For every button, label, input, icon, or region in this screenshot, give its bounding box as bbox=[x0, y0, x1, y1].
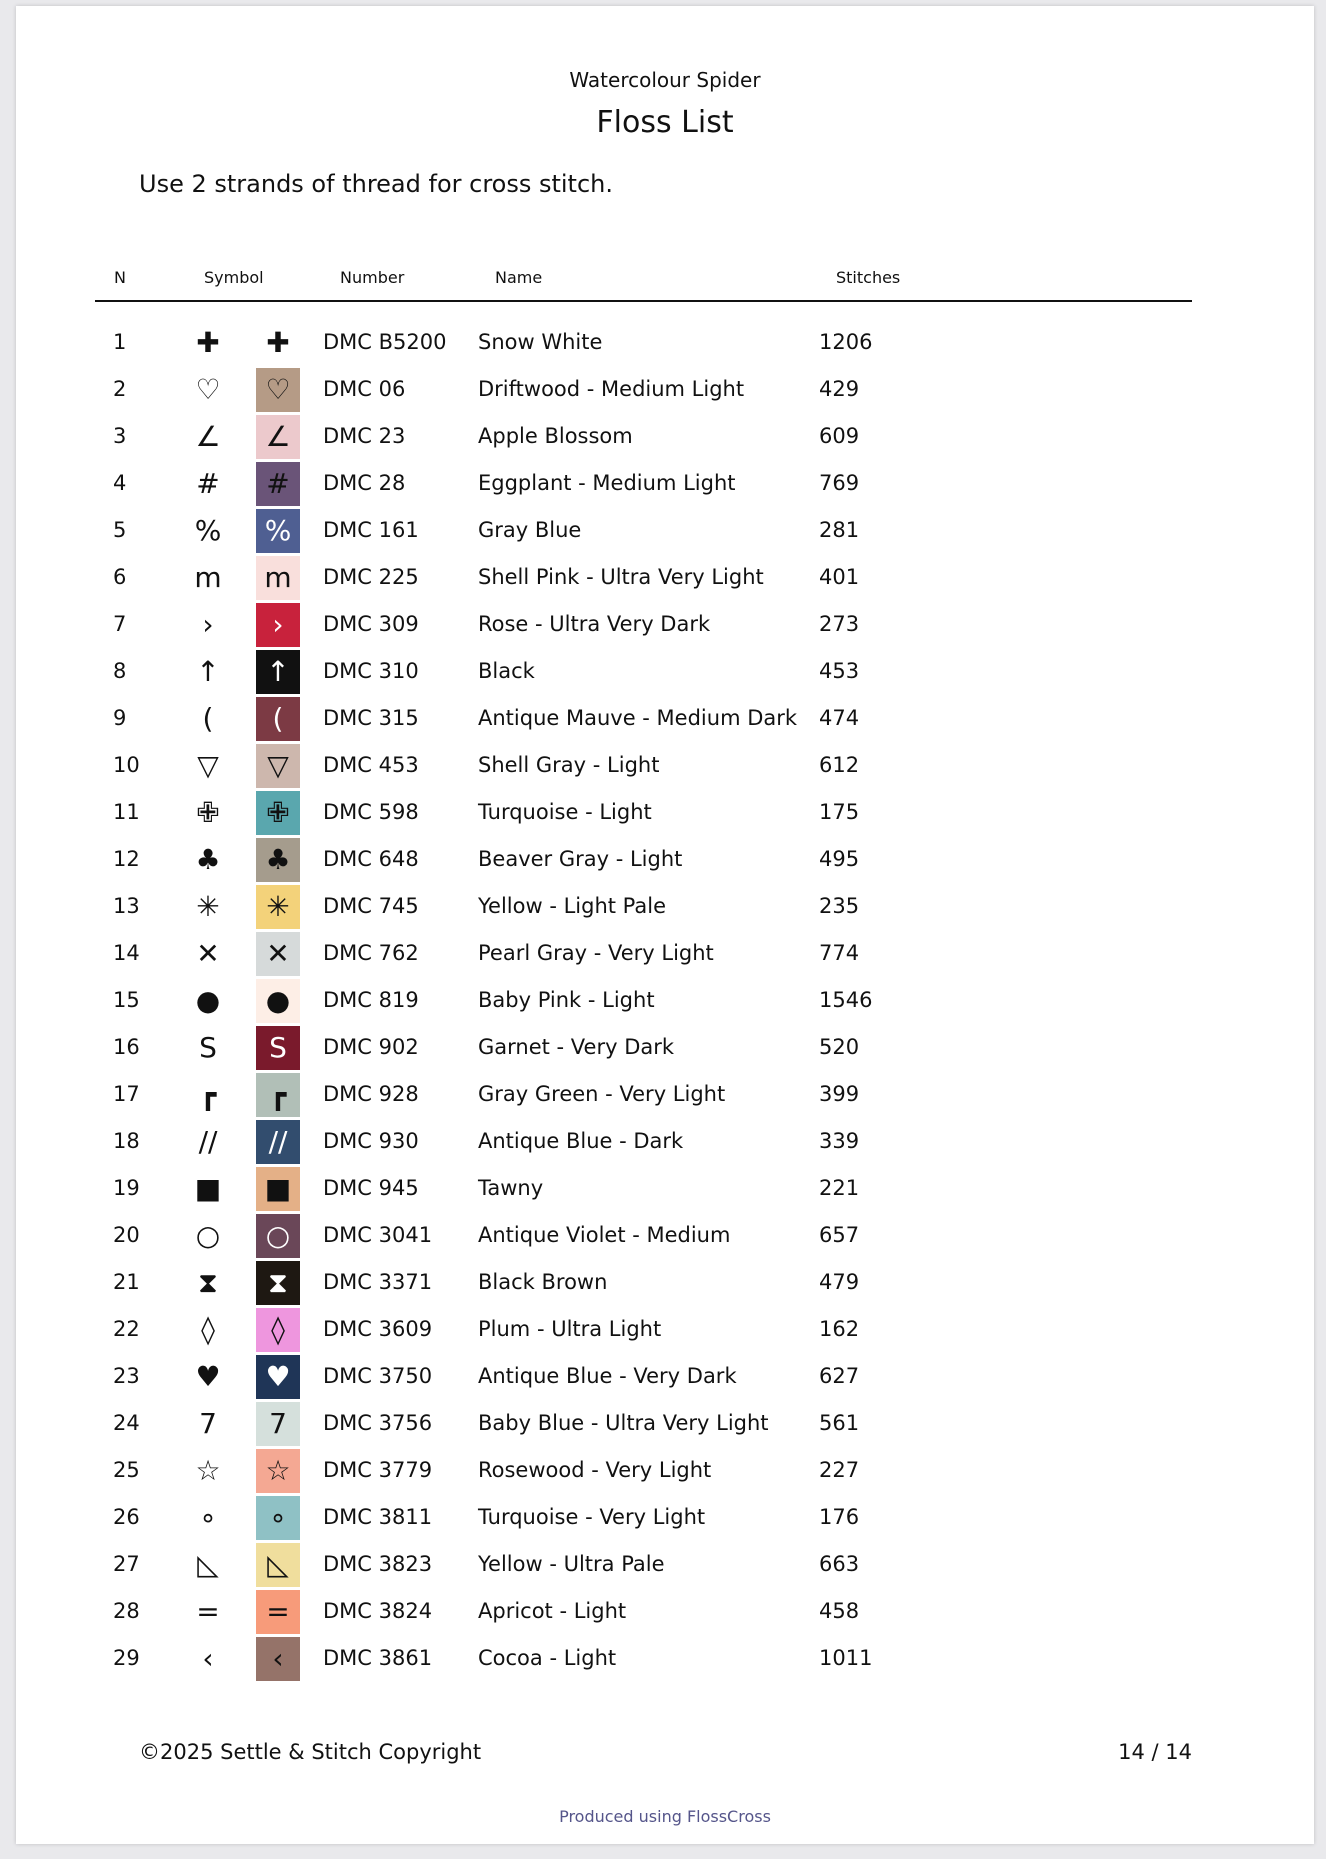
hash-icon: # bbox=[266, 467, 290, 500]
row-number: 17 bbox=[113, 1082, 140, 1106]
color-swatch bbox=[256, 603, 300, 647]
hourglass-icon: ⧗ bbox=[268, 1266, 288, 1299]
stitch-count: 479 bbox=[819, 1270, 860, 1294]
floss-name: Baby Blue - Ultra Very Light bbox=[478, 1411, 769, 1435]
instructions-text: Use 2 strands of thread for cross stitch. bbox=[139, 170, 613, 198]
table-row bbox=[16, 930, 1314, 977]
angle-icon: ∠ bbox=[265, 420, 291, 453]
row-number: 6 bbox=[113, 565, 127, 589]
row-number: 26 bbox=[113, 1505, 140, 1529]
stitch-count: 1011 bbox=[819, 1646, 873, 1670]
row-number: 4 bbox=[113, 471, 127, 495]
floss-name: Yellow - Ultra Pale bbox=[478, 1552, 665, 1576]
floss-name: Eggplant - Medium Light bbox=[478, 471, 736, 495]
stitch-count: 235 bbox=[819, 894, 860, 918]
row-number: 11 bbox=[113, 800, 140, 824]
row-number: 3 bbox=[113, 424, 127, 448]
dot-filled-icon: ● bbox=[195, 984, 221, 1017]
floss-name: Rosewood - Very Light bbox=[478, 1458, 712, 1482]
heart-filled-icon: ♥ bbox=[265, 1360, 291, 1393]
floss-name: Antique Blue - Dark bbox=[478, 1129, 684, 1153]
color-swatch bbox=[256, 415, 300, 459]
stitch-count: 657 bbox=[819, 1223, 860, 1247]
heart-filled-icon: ♥ bbox=[195, 1360, 221, 1393]
cross-bold-icon: ✚ bbox=[266, 326, 290, 359]
floss-number: DMC 3811 bbox=[323, 1505, 433, 1529]
column-header-number: Number bbox=[340, 268, 405, 287]
stitch-count: 339 bbox=[819, 1129, 860, 1153]
floss-number: DMC 902 bbox=[323, 1035, 419, 1059]
x-icon: ✕ bbox=[196, 937, 220, 970]
floss-number: DMC 3756 bbox=[323, 1411, 433, 1435]
floss-name: Apple Blossom bbox=[478, 424, 633, 448]
color-swatch bbox=[256, 791, 300, 835]
table-row bbox=[16, 507, 1314, 554]
floss-name: Plum - Ultra Light bbox=[478, 1317, 662, 1341]
floss-name: Baby Pink - Light bbox=[478, 988, 655, 1012]
table-row bbox=[16, 1118, 1314, 1165]
stitch-count: 221 bbox=[819, 1176, 860, 1200]
color-swatch bbox=[256, 697, 300, 741]
table-row bbox=[16, 1541, 1314, 1588]
table-row bbox=[16, 554, 1314, 601]
floss-number: DMC 161 bbox=[323, 518, 419, 542]
stitch-count: 399 bbox=[819, 1082, 860, 1106]
seven-icon: 7 bbox=[269, 1407, 287, 1440]
color-swatch bbox=[256, 556, 300, 600]
floss-number: DMC 648 bbox=[323, 847, 419, 871]
table-row bbox=[16, 695, 1314, 742]
floss-number: DMC 928 bbox=[323, 1082, 419, 1106]
stitch-count: 474 bbox=[819, 706, 860, 730]
stitch-count: 612 bbox=[819, 753, 860, 777]
row-number: 7 bbox=[113, 612, 127, 636]
floss-number: DMC 3371 bbox=[323, 1270, 433, 1294]
table-row bbox=[16, 601, 1314, 648]
chevron-left-icon: ‹ bbox=[202, 1642, 214, 1675]
stitch-count: 663 bbox=[819, 1552, 860, 1576]
table-row bbox=[16, 1024, 1314, 1071]
column-header-name: Name bbox=[495, 268, 543, 287]
chevron-right-icon: › bbox=[272, 608, 284, 641]
table-row bbox=[16, 1353, 1314, 1400]
stitch-count: 609 bbox=[819, 424, 860, 448]
column-header-symbol: Symbol bbox=[204, 268, 264, 287]
hourglass-icon: ⧗ bbox=[198, 1266, 218, 1299]
row-number: 22 bbox=[113, 1317, 140, 1341]
floss-name: Gray Blue bbox=[478, 518, 582, 542]
s-icon: S bbox=[199, 1031, 217, 1064]
stitch-count: 1546 bbox=[819, 988, 873, 1012]
row-number: 20 bbox=[113, 1223, 140, 1247]
table-row bbox=[16, 319, 1314, 366]
row-number: 10 bbox=[113, 753, 140, 777]
triangle-down-icon: ▽ bbox=[197, 749, 219, 782]
diamond-outline-icon: ◊ bbox=[271, 1313, 285, 1346]
color-swatch bbox=[256, 838, 300, 882]
floss-number: DMC 819 bbox=[323, 988, 419, 1012]
stitch-count: 281 bbox=[819, 518, 860, 542]
floss-name: Cocoa - Light bbox=[478, 1646, 617, 1670]
row-number: 5 bbox=[113, 518, 127, 542]
arrow-up-icon: ↑ bbox=[196, 655, 220, 688]
floss-number: DMC 310 bbox=[323, 659, 419, 683]
double-slash-icon: // bbox=[198, 1125, 218, 1158]
color-swatch bbox=[256, 1026, 300, 1070]
floss-number: DMC B5200 bbox=[323, 330, 447, 354]
color-swatch bbox=[256, 1261, 300, 1305]
arrow-up-icon: ↑ bbox=[266, 655, 290, 688]
color-swatch bbox=[256, 1590, 300, 1634]
angle-icon: ∠ bbox=[195, 420, 221, 453]
color-swatch bbox=[256, 979, 300, 1023]
floss-name: Gray Green - Very Light bbox=[478, 1082, 726, 1106]
cross-outline-icon: ✙ bbox=[196, 796, 220, 829]
produced-by-text: Produced using FlossCross bbox=[559, 1807, 771, 1826]
color-swatch bbox=[256, 321, 300, 365]
floss-number: DMC 3041 bbox=[323, 1223, 433, 1247]
page-title: Floss List bbox=[596, 105, 734, 140]
percent-icon: % bbox=[194, 514, 222, 547]
floss-number: DMC 3824 bbox=[323, 1599, 433, 1623]
floss-number: DMC 28 bbox=[323, 471, 406, 495]
floss-name: Turquoise - Light bbox=[478, 800, 652, 824]
table-row bbox=[16, 1259, 1314, 1306]
chevron-left-icon: ‹ bbox=[272, 1642, 284, 1675]
club-icon: ♣ bbox=[265, 843, 291, 876]
row-number: 15 bbox=[113, 988, 140, 1012]
m-icon: m bbox=[264, 561, 292, 594]
floss-name: Antique Mauve - Medium Dark bbox=[478, 706, 798, 730]
color-swatch bbox=[256, 462, 300, 506]
table-row bbox=[16, 1494, 1314, 1541]
floss-name: Garnet - Very Dark bbox=[478, 1035, 675, 1059]
floss-name: Black Brown bbox=[478, 1270, 608, 1294]
stitch-count: 273 bbox=[819, 612, 860, 636]
equals-icon: = bbox=[196, 1595, 220, 1628]
floss-number: DMC 3609 bbox=[323, 1317, 433, 1341]
floss-name: Beaver Gray - Light bbox=[478, 847, 683, 871]
row-number: 21 bbox=[113, 1270, 140, 1294]
floss-number: DMC 315 bbox=[323, 706, 419, 730]
table-row bbox=[16, 1588, 1314, 1635]
cross-outline-icon: ✙ bbox=[266, 796, 290, 829]
color-swatch bbox=[256, 1449, 300, 1493]
asterisk-icon: ✳ bbox=[196, 890, 220, 923]
color-swatch bbox=[256, 1308, 300, 1352]
corner-icon: ┏ bbox=[269, 1078, 287, 1111]
floss-name: Black bbox=[478, 659, 535, 683]
stitch-count: 176 bbox=[819, 1505, 860, 1529]
crescent-icon: ( bbox=[202, 702, 214, 735]
floss-name: Driftwood - Medium Light bbox=[478, 377, 745, 401]
floss-name: Turquoise - Very Light bbox=[478, 1505, 706, 1529]
diamond-outline-icon: ◊ bbox=[201, 1313, 215, 1346]
row-number: 29 bbox=[113, 1646, 140, 1670]
floss-number: DMC 3823 bbox=[323, 1552, 433, 1576]
s-icon: S bbox=[269, 1031, 287, 1064]
floss-name: Antique Violet - Medium bbox=[478, 1223, 731, 1247]
heart-outline-icon: ♡ bbox=[195, 373, 221, 406]
star-outline-icon: ☆ bbox=[265, 1454, 291, 1487]
floss-number: DMC 3861 bbox=[323, 1646, 433, 1670]
row-number: 28 bbox=[113, 1599, 140, 1623]
table-row bbox=[16, 1635, 1314, 1682]
row-number: 18 bbox=[113, 1129, 140, 1153]
stitch-count: 769 bbox=[819, 471, 860, 495]
row-number: 16 bbox=[113, 1035, 140, 1059]
square-filled-icon: ■ bbox=[194, 1172, 222, 1205]
stitch-count: 162 bbox=[819, 1317, 860, 1341]
row-number: 14 bbox=[113, 941, 140, 965]
pattern-subtitle: Watercolour Spider bbox=[569, 68, 761, 92]
stitch-count: 227 bbox=[819, 1458, 860, 1482]
color-swatch bbox=[256, 744, 300, 788]
column-header-n: N bbox=[114, 268, 126, 287]
row-number: 19 bbox=[113, 1176, 140, 1200]
right-triangle-icon: ◺ bbox=[267, 1548, 289, 1581]
row-number: 9 bbox=[113, 706, 127, 730]
row-number: 24 bbox=[113, 1411, 140, 1435]
table-row bbox=[16, 460, 1314, 507]
small-circle-icon: ∘ bbox=[199, 1501, 217, 1534]
floss-name: Tawny bbox=[478, 1176, 544, 1200]
floss-name: Snow White bbox=[478, 330, 603, 354]
row-number: 2 bbox=[113, 377, 127, 401]
floss-number: DMC 23 bbox=[323, 424, 406, 448]
row-number: 27 bbox=[113, 1552, 140, 1576]
floss-name: Yellow - Light Pale bbox=[478, 894, 667, 918]
row-number: 23 bbox=[113, 1364, 140, 1388]
table-row bbox=[16, 883, 1314, 930]
page-number: 14 / 14 bbox=[1118, 1740, 1192, 1764]
floss-number: DMC 453 bbox=[323, 753, 419, 777]
color-swatch bbox=[256, 1543, 300, 1587]
row-number: 12 bbox=[113, 847, 140, 871]
floss-number: DMC 225 bbox=[323, 565, 419, 589]
floss-number: DMC 309 bbox=[323, 612, 419, 636]
table-row bbox=[16, 1447, 1314, 1494]
table-row bbox=[16, 1400, 1314, 1447]
color-swatch bbox=[256, 509, 300, 553]
table-row bbox=[16, 1212, 1314, 1259]
row-number: 25 bbox=[113, 1458, 140, 1482]
cross-bold-icon: ✚ bbox=[196, 326, 220, 359]
floss-name: Shell Gray - Light bbox=[478, 753, 660, 777]
table-row bbox=[16, 1071, 1314, 1118]
color-swatch bbox=[256, 1120, 300, 1164]
chevron-right-icon: › bbox=[202, 608, 214, 641]
row-number: 8 bbox=[113, 659, 127, 683]
double-slash-icon: // bbox=[268, 1125, 288, 1158]
stitch-count: 401 bbox=[819, 565, 860, 589]
table-row bbox=[16, 413, 1314, 460]
dot-filled-icon: ● bbox=[265, 984, 291, 1017]
floss-number: DMC 745 bbox=[323, 894, 419, 918]
circle-outline-icon: ○ bbox=[265, 1219, 291, 1252]
table-row bbox=[16, 1306, 1314, 1353]
x-icon: ✕ bbox=[266, 937, 290, 970]
color-swatch bbox=[256, 650, 300, 694]
corner-icon: ┏ bbox=[199, 1078, 217, 1111]
hash-icon: # bbox=[196, 467, 220, 500]
floss-number: DMC 930 bbox=[323, 1129, 419, 1153]
color-swatch bbox=[256, 1637, 300, 1681]
heart-outline-icon: ♡ bbox=[265, 373, 291, 406]
floss-name: Pearl Gray - Very Light bbox=[478, 941, 714, 965]
floss-number: DMC 762 bbox=[323, 941, 419, 965]
row-number: 1 bbox=[113, 330, 127, 354]
color-swatch bbox=[256, 1167, 300, 1211]
stitch-count: 774 bbox=[819, 941, 860, 965]
stitch-count: 175 bbox=[819, 800, 860, 824]
table-row bbox=[16, 742, 1314, 789]
star-outline-icon: ☆ bbox=[195, 1454, 221, 1487]
copyright-text: ©2025 Settle & Stitch Copyright bbox=[139, 1740, 482, 1764]
column-header-stitches: Stitches bbox=[836, 268, 901, 287]
floss-number: DMC 3750 bbox=[323, 1364, 433, 1388]
crescent-icon: ( bbox=[272, 702, 284, 735]
stitch-count: 458 bbox=[819, 1599, 860, 1623]
stitch-count: 561 bbox=[819, 1411, 860, 1435]
row-number: 13 bbox=[113, 894, 140, 918]
floss-name: Rose - Ultra Very Dark bbox=[478, 612, 711, 636]
asterisk-icon: ✳ bbox=[266, 890, 290, 923]
color-swatch bbox=[256, 1496, 300, 1540]
equals-icon: = bbox=[266, 1595, 290, 1628]
stitch-count: 453 bbox=[819, 659, 860, 683]
square-filled-icon: ■ bbox=[264, 1172, 292, 1205]
floss-name: Apricot - Light bbox=[478, 1599, 627, 1623]
stitch-count: 627 bbox=[819, 1364, 860, 1388]
color-swatch bbox=[256, 1214, 300, 1258]
small-circle-icon: ∘ bbox=[269, 1501, 287, 1534]
table-row bbox=[16, 789, 1314, 836]
seven-icon: 7 bbox=[199, 1407, 217, 1440]
table-row bbox=[16, 648, 1314, 695]
percent-icon: % bbox=[264, 514, 292, 547]
color-swatch bbox=[256, 1402, 300, 1446]
pdf-page bbox=[16, 6, 1314, 1844]
table-row bbox=[16, 1165, 1314, 1212]
floss-number: DMC 3779 bbox=[323, 1458, 433, 1482]
stitch-count: 520 bbox=[819, 1035, 860, 1059]
club-icon: ♣ bbox=[195, 843, 221, 876]
floss-number: DMC 945 bbox=[323, 1176, 419, 1200]
table-row bbox=[16, 366, 1314, 413]
table-row bbox=[16, 836, 1314, 883]
floss-number: DMC 06 bbox=[323, 377, 406, 401]
right-triangle-icon: ◺ bbox=[197, 1548, 219, 1581]
color-swatch bbox=[256, 885, 300, 929]
table-row bbox=[16, 977, 1314, 1024]
stitch-count: 495 bbox=[819, 847, 860, 871]
color-swatch bbox=[256, 1073, 300, 1117]
color-swatch bbox=[256, 368, 300, 412]
circle-outline-icon: ○ bbox=[195, 1219, 221, 1252]
table-header bbox=[95, 262, 1192, 302]
stitch-count: 429 bbox=[819, 377, 860, 401]
floss-name: Shell Pink - Ultra Very Light bbox=[478, 565, 764, 589]
triangle-down-icon: ▽ bbox=[267, 749, 289, 782]
stitch-count: 1206 bbox=[819, 330, 873, 354]
floss-number: DMC 598 bbox=[323, 800, 419, 824]
m-icon: m bbox=[194, 561, 222, 594]
color-swatch bbox=[256, 1355, 300, 1399]
color-swatch bbox=[256, 932, 300, 976]
floss-name: Antique Blue - Very Dark bbox=[478, 1364, 737, 1388]
